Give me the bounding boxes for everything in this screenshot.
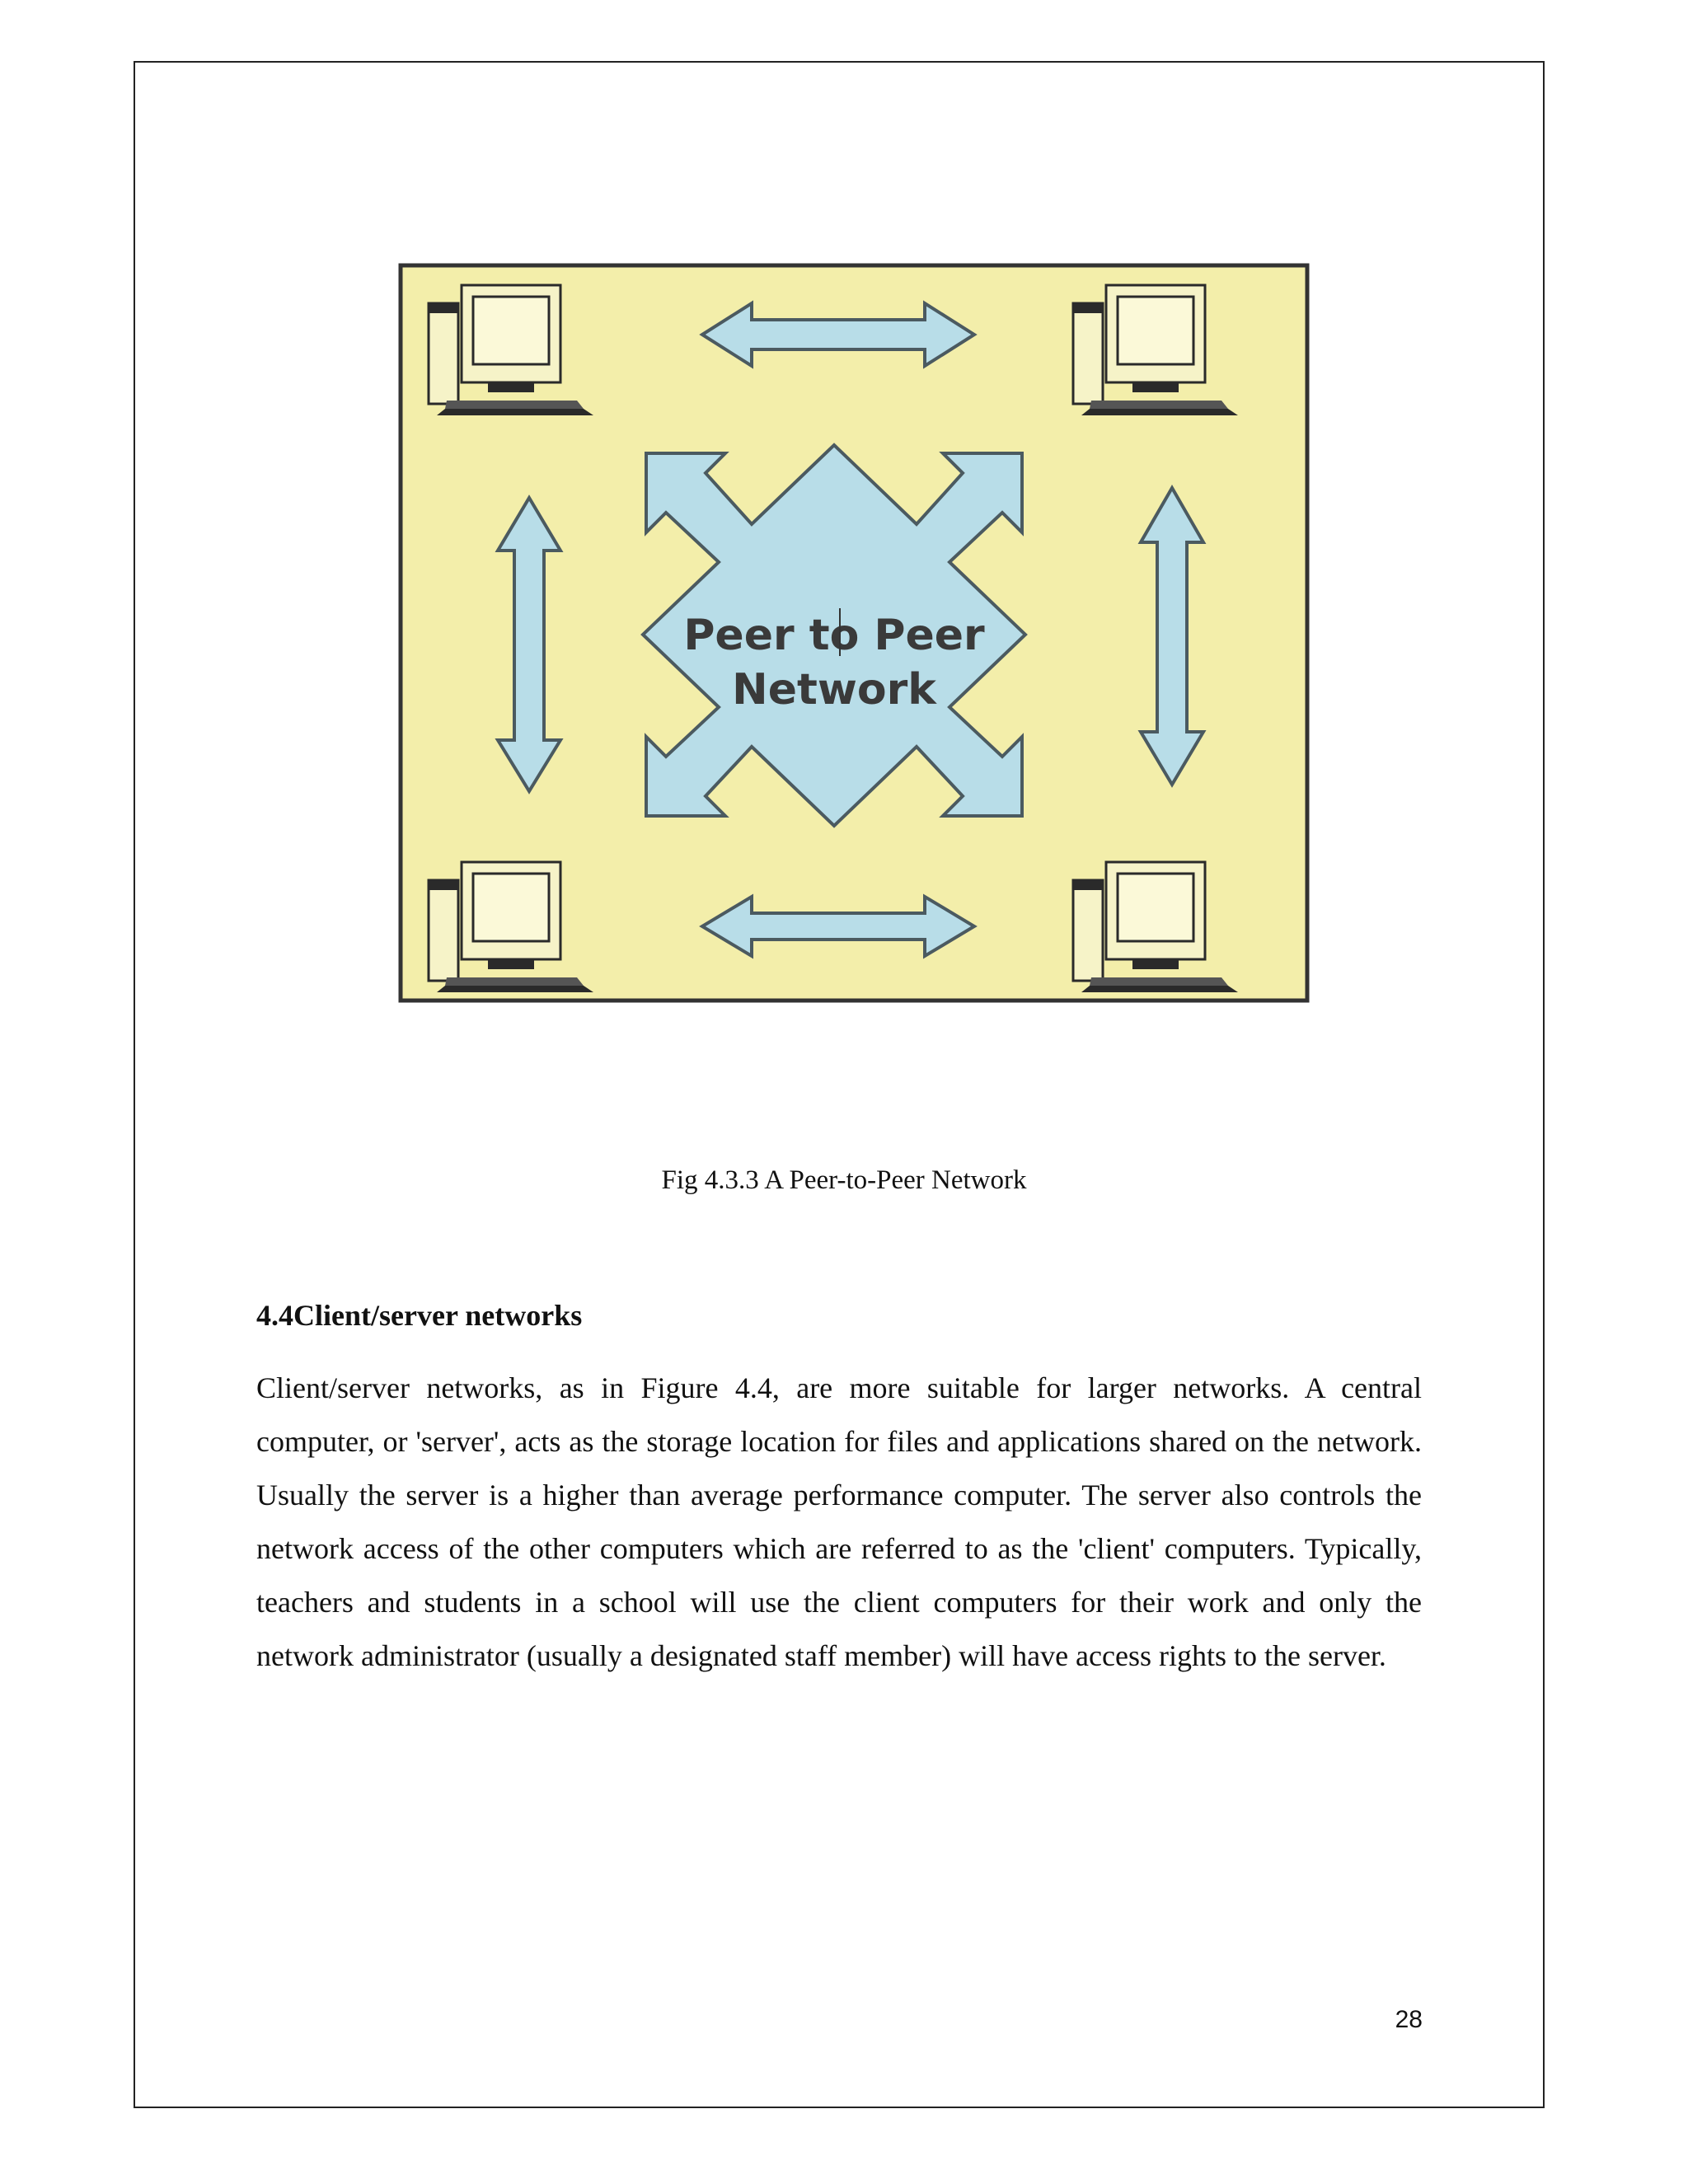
diagram-label-line1: Peer to Peer [683,611,985,660]
peer-to-peer-diagram [397,262,1311,1004]
peer-to-peer-figure [397,262,1311,1004]
figure-caption: Fig 4.3.3 A Peer-to-Peer Network [661,1165,1027,1195]
section-paragraph: Client/server networks, as in Figure 4.4, are more suitable for larger networks. A central computer, or 'server', acts as the storage location for files and applications shared on the network. Usually the server is a higher than average performance computer. The server also controls the network access of the other computers which are referred to as the 'client' computers. Typically, teachers and students in a school will use the client computers for their work and only the network administrator (usually a designated staff member) will have access rights to the server. [256,1371,1422,1672]
diagram-label-line2: Network [732,665,936,715]
section-heading: 4.4Client/server networks [256,1299,583,1332]
page-number: 28 [1395,2006,1423,2033]
